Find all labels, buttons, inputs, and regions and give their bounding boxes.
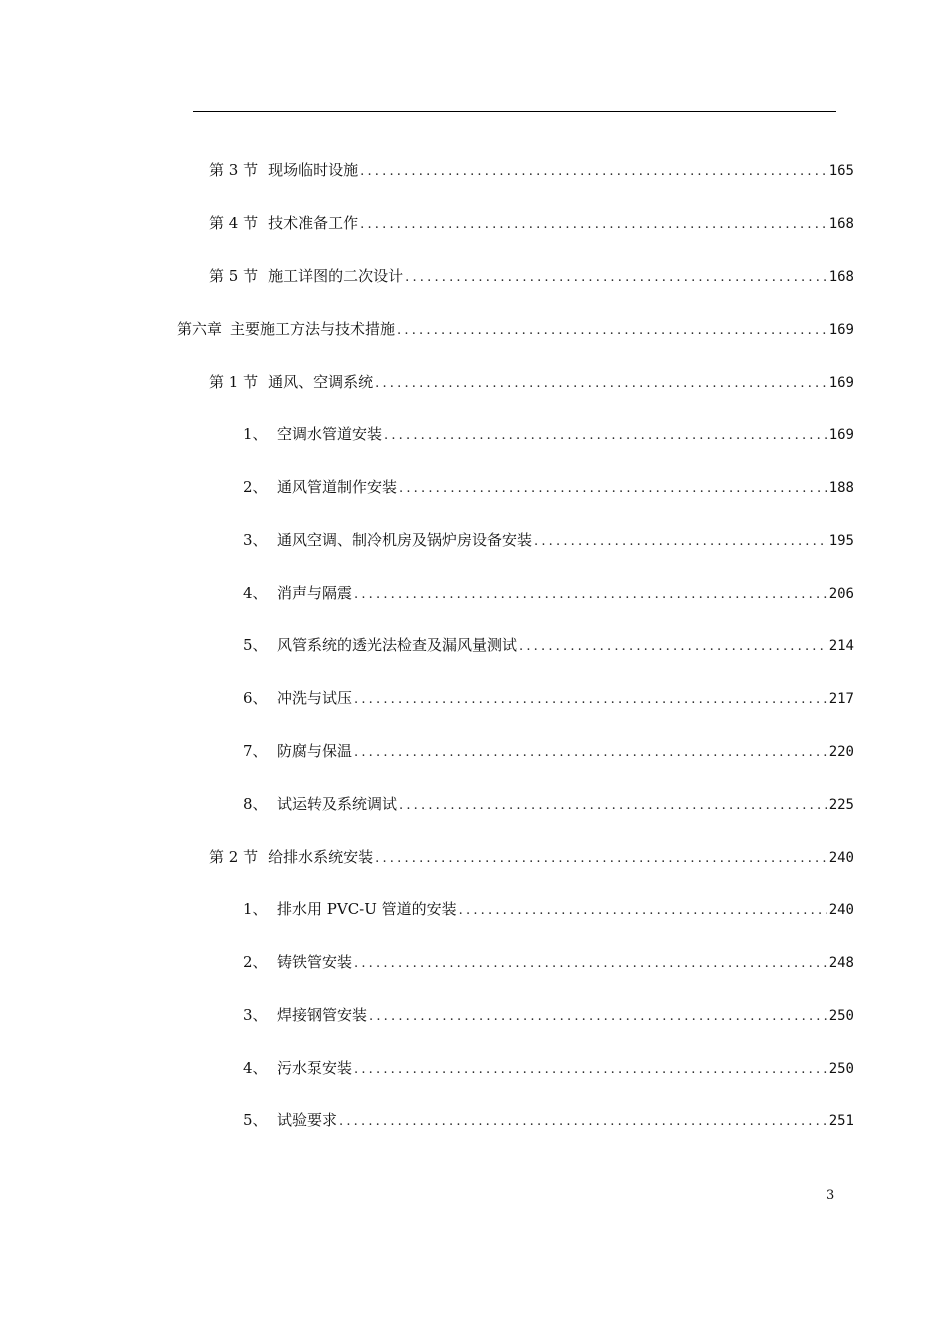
toc-entry-number: 第 1 节 (209, 373, 259, 391)
header-rule (193, 111, 836, 112)
toc-entry-title: 冲洗与试压 (277, 689, 353, 707)
toc-entry-page: 165 (828, 163, 854, 179)
toc-dot-leader (397, 319, 827, 343)
toc-entry-number: 第 2 节 (209, 848, 259, 866)
toc-dot-leader (354, 741, 827, 765)
toc-entry[interactable] (243, 1056, 854, 1080)
toc-entry-title: 通风、空调系统 (268, 373, 374, 391)
toc-entry-number: 4、 (243, 584, 268, 602)
toc-dot-leader (384, 424, 827, 448)
toc-dot-leader (354, 952, 827, 976)
toc-entry-page: 169 (828, 375, 854, 391)
toc-entry-page: 169 (828, 322, 854, 338)
toc-entry-title: 防腐与保温 (277, 742, 353, 760)
toc-entry-page: 240 (828, 902, 854, 918)
toc-entry-page: 220 (828, 744, 854, 760)
toc-entry-number: 2、 (243, 953, 268, 971)
toc-entry-number: 第 4 节 (209, 214, 259, 232)
toc-entry-number: 2、 (243, 478, 268, 496)
toc-dot-leader (354, 583, 827, 607)
toc-entry-page: 251 (828, 1113, 854, 1129)
toc-entry-number: 8、 (243, 795, 268, 813)
toc-entry-page: 168 (828, 269, 854, 285)
toc-dot-leader (354, 688, 827, 712)
toc-dot-leader (534, 530, 827, 554)
toc-entry-number: 3、 (243, 531, 268, 549)
toc-entry-page: 225 (828, 797, 854, 813)
toc-entry-title: 消声与隔震 (277, 584, 353, 602)
toc-dot-leader (375, 372, 827, 396)
toc-entry[interactable] (243, 686, 854, 710)
toc-entry-page: 188 (828, 480, 854, 496)
toc-entry-number: 7、 (243, 742, 268, 760)
toc-dot-leader (375, 847, 827, 871)
toc-entry-title: 风管系统的透光法检查及漏风量测试 (277, 636, 518, 654)
toc-entry[interactable] (209, 158, 854, 182)
toc-entry[interactable] (209, 370, 854, 394)
toc-dot-leader (339, 1110, 827, 1134)
toc-entry-title: 空调水管道安装 (277, 425, 383, 443)
toc-entry-number: 5、 (243, 636, 268, 654)
toc-dot-leader (369, 1005, 827, 1029)
toc-dot-leader (399, 794, 827, 818)
toc-entry[interactable] (243, 581, 854, 605)
toc-entry-title: 现场临时设施 (268, 161, 359, 179)
toc-entry-title: 施工详图的二次设计 (268, 267, 404, 285)
toc-entry[interactable] (209, 264, 854, 288)
toc-entry-title: 焊接钢管安装 (277, 1006, 368, 1024)
toc-dot-leader (519, 635, 827, 659)
toc-entry[interactable] (243, 528, 854, 552)
toc-entry-chapter[interactable] (177, 317, 854, 341)
toc-entry[interactable] (243, 1003, 854, 1027)
toc-entry[interactable] (243, 792, 854, 816)
toc-entry-number: 6、 (243, 689, 268, 707)
toc-entry-title: 技术准备工作 (268, 214, 359, 232)
toc-entry[interactable] (243, 950, 854, 974)
toc-entry-page: 206 (828, 586, 854, 602)
toc-entry[interactable] (209, 211, 854, 235)
toc-entry-page: 250 (828, 1061, 854, 1077)
toc-entry-page: 240 (828, 850, 854, 866)
toc-entry-number: 4、 (243, 1059, 268, 1077)
toc-entry[interactable] (243, 1108, 854, 1132)
toc-entry-page: 169 (828, 427, 854, 443)
toc-entry-title: 试验要求 (277, 1111, 338, 1129)
toc-entry-number: 第 3 节 (209, 161, 259, 179)
page-number: 3 (826, 1188, 835, 1203)
toc-entry-title: 试运转及系统调试 (277, 795, 398, 813)
toc-entry-title: 给排水系统安装 (268, 848, 374, 866)
toc-entry-page: 217 (828, 691, 854, 707)
toc-entry[interactable] (243, 897, 854, 921)
toc-dot-leader (360, 160, 827, 184)
toc-entry-number: 第六章 (177, 320, 223, 338)
toc-dot-leader (354, 1058, 827, 1082)
toc-entry[interactable] (209, 845, 854, 869)
toc-entry-number: 5、 (243, 1111, 268, 1129)
toc-entry[interactable] (243, 475, 854, 499)
toc-entry-title: 通风空调、制冷机房及锅炉房设备安装 (277, 531, 533, 549)
toc-entry[interactable] (243, 739, 854, 763)
toc-dot-leader (360, 213, 827, 237)
toc-entry-page: 250 (828, 1008, 854, 1024)
toc-entry-number: 第 5 节 (209, 267, 259, 285)
toc-entry[interactable] (243, 422, 854, 446)
toc-entry-page: 214 (828, 638, 854, 654)
toc-entry-page: 248 (828, 955, 854, 971)
toc-entry-title: 排水用 PVC-U 管道的安装 (277, 900, 457, 918)
toc-entry-number: 1、 (243, 900, 268, 918)
toc-entry-page: 168 (828, 216, 854, 232)
toc-entry-title: 通风管道制作安装 (277, 478, 398, 496)
toc-entry-title: 主要施工方法与技术措施 (230, 320, 396, 338)
toc-entry-page: 195 (828, 533, 854, 549)
toc-entry-number: 1、 (243, 425, 268, 443)
toc-dot-leader (405, 266, 827, 290)
toc-entry-title: 铸铁管安装 (277, 953, 353, 971)
toc-entry-number: 3、 (243, 1006, 268, 1024)
toc-entry[interactable] (243, 633, 854, 657)
toc-dot-leader (459, 899, 827, 923)
toc-entry-title: 污水泵安装 (277, 1059, 353, 1077)
toc-dot-leader (399, 477, 827, 501)
